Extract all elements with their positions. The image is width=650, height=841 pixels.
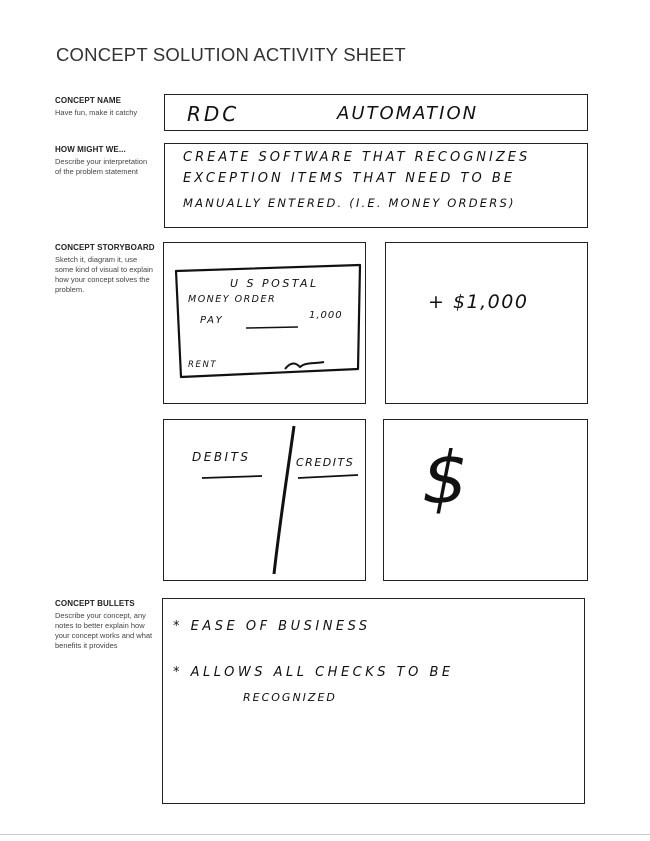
how-might-we-label bbox=[55, 145, 155, 177]
ledger-sketch bbox=[164, 420, 367, 582]
storyboard-panel-1[interactable] bbox=[163, 242, 366, 404]
money-order-pay-label: PAY bbox=[200, 315, 224, 326]
how-might-we-line-1: CREATE SOFTWARE THAT RECOGNIZES bbox=[183, 150, 531, 165]
bullets-box[interactable] bbox=[162, 598, 585, 804]
how-might-we-description: Describe your interpretation of the problem statement bbox=[55, 157, 148, 176]
money-order-memo: RENT bbox=[188, 360, 218, 370]
page-title: CONCEPT SOLUTION ACTIVITY SHEET bbox=[56, 44, 406, 65]
bullet-item-2: * ALLOWS ALL CHECKS TO BE bbox=[173, 665, 454, 680]
how-might-we-box[interactable] bbox=[164, 143, 588, 228]
credits-label: CREDITS bbox=[296, 456, 355, 469]
concept-name-answer-left: RDC bbox=[187, 102, 240, 126]
concept-name-heading: CONCEPT NAME bbox=[55, 96, 122, 105]
dollar-sign: $ bbox=[422, 436, 468, 520]
storyboard-panel-4[interactable] bbox=[383, 419, 588, 581]
how-might-we-line-2: EXCEPTION ITEMS THAT NEED TO BE bbox=[183, 171, 515, 186]
deposit-amount: + $1,000 bbox=[428, 291, 529, 313]
concept-name-description: Have fun, make it catchy bbox=[55, 108, 138, 117]
debits-label: DEBITS bbox=[192, 450, 251, 464]
how-might-we-heading: HOW MIGHT WE... bbox=[55, 145, 126, 154]
money-order-amount: 1,000 bbox=[309, 310, 343, 321]
concept-name-answer-right: AUTOMATION bbox=[337, 103, 479, 124]
concept-name-label bbox=[55, 96, 155, 118]
bullet-item-1: * EASE OF BUSINESS bbox=[173, 619, 371, 634]
money-order-line-2: MONEY ORDER bbox=[188, 294, 277, 305]
storyboard-panel-3[interactable] bbox=[163, 419, 366, 581]
money-order-sketch bbox=[164, 243, 367, 405]
storyboard-panel-2[interactable] bbox=[385, 242, 588, 404]
storyboard-heading: CONCEPT STORYBOARD bbox=[55, 243, 155, 252]
storyboard-label bbox=[55, 243, 155, 295]
how-might-we-line-3: MANUALLY ENTERED. (I.E. MONEY ORDERS) bbox=[183, 196, 516, 210]
bullets-label bbox=[55, 599, 155, 651]
bullets-heading: CONCEPT BULLETS bbox=[55, 599, 135, 608]
page-bottom-edge bbox=[0, 834, 650, 835]
storyboard-description: Sketch it, diagram it, use some kind of visual to explain how your concept solves the problem. bbox=[55, 255, 153, 294]
money-order-line-1: U S POSTAL bbox=[230, 277, 319, 290]
bullet-item-3: RECOGNIZED bbox=[243, 691, 337, 704]
concept-name-box[interactable] bbox=[164, 94, 588, 131]
bullets-description: Describe your concept, any notes to better explain how your concept works and what benefits it provides bbox=[55, 611, 153, 650]
